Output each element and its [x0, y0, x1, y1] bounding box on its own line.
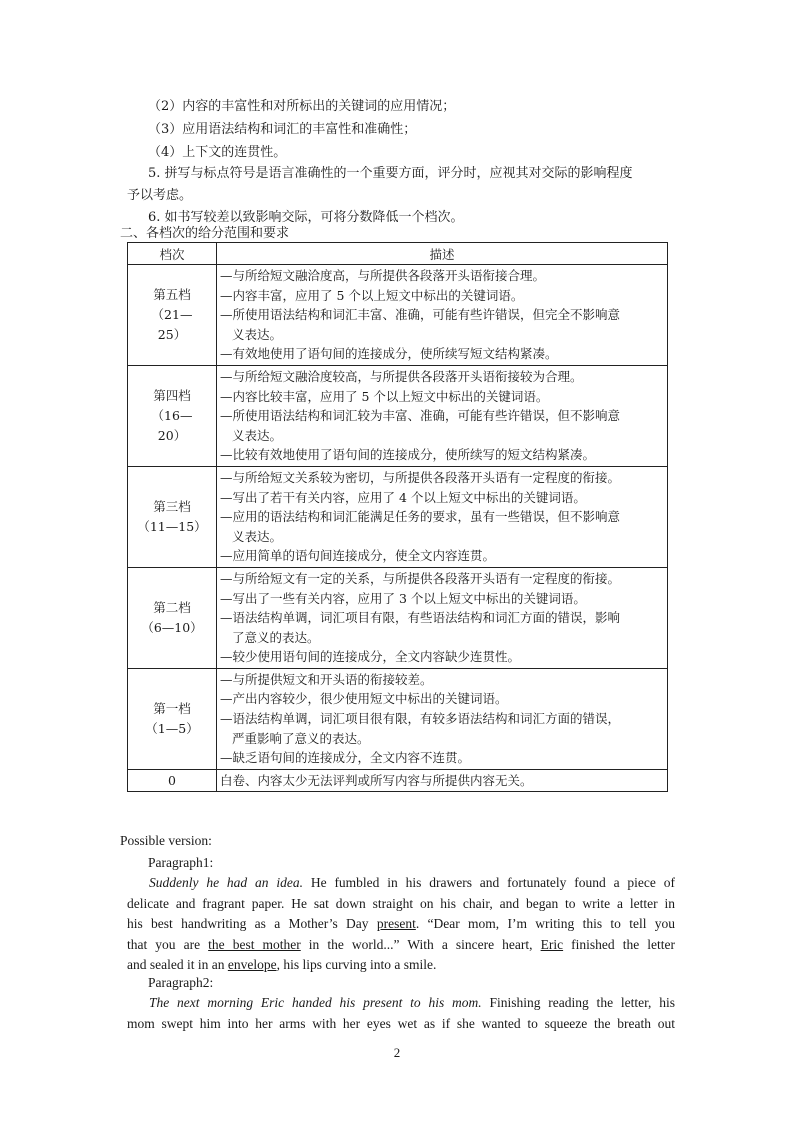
- table-row: [128, 466, 668, 567]
- level-cell: 第四档 （16— 20）: [128, 365, 217, 466]
- description-cell: —与所给短文关系较为密切，与所提供各段落开头语有一定程度的衔接。 —写出了若干有关内容，应用了 4 个以上短文中标出的关键词语。 —应用的语法结构和词汇能满足任务的要求，虽有一些错误，但不影响意 义表达。 —应用简单的语句间连接成分，使全文内容连贯。: [217, 466, 668, 567]
- criteria-item-2: （2）内容的丰富性和对所标出的关键词的应用情况；: [148, 99, 456, 114]
- paragraph-1: [127, 873, 675, 976]
- description-cell: —与所给短文融洽度较高，与所提供各段落开头语衔接较为合理。 —内容比较丰富，应用了 5 个以上短文中标出的关键词语。 —所使用语法结构和词汇较为丰富、准确，可能有些许错误，但不影响意 义表达。 —比较有效地使用了语句间的连接成分，使所续写的短文结构紧凑。: [217, 365, 668, 466]
- description-cell: 白卷、内容太少无法评判或所写内容与所提供内容无关。: [217, 769, 668, 792]
- table-row: [128, 365, 668, 466]
- possible-version-heading: Possible version:: [120, 833, 212, 848]
- level-cell: 第三档 （11—15）: [128, 466, 217, 567]
- table-header-row: [128, 243, 668, 265]
- paragraph-2-label: Paragraph2:: [148, 975, 214, 990]
- criteria-item-3: （3）应用语法结构和词汇的丰富性和准确性；: [148, 122, 417, 137]
- paragraph-line: his best handwriting as a Mother’s Day present. “Dear mom, I’m writing this to tell you: [127, 916, 675, 931]
- note-6: 6. 如书写较差以致影响交际，可将分数降低一个档次。: [148, 210, 464, 225]
- header-level: 档次: [128, 243, 217, 265]
- description-cell: —与所给短文融洽度高，与所提供各段落开头语衔接合理。 —内容丰富，应用了 5 个以上短文中标出的关键词语。 —所使用语法结构和词汇丰富、准确，可能有些许错误，但完全不影响意 义表达。 —有效地使用了语句间的连接成分，使所续写短文结构紧凑。: [217, 265, 668, 366]
- level-cell: 第二档 （6—10）: [128, 567, 217, 668]
- paragraph-line: mom swept him into her arms with her eyes wet as if she wanted to squeeze the breath out: [127, 1015, 675, 1031]
- note-5-line-1: 5. 拼写与标点符号是语言准确性的一个重要方面，评分时，应视其对交际的影响程度: [148, 166, 633, 181]
- level-cell: 第五档 （21— 25）: [128, 265, 217, 366]
- page-number: 2: [393, 1045, 401, 1060]
- paragraph-line: The next morning Eric handed his present to his mom. Finishing reading the letter, his: [149, 995, 675, 1010]
- paragraph-1-label: Paragraph1:: [148, 855, 214, 870]
- level-cell: 第一档 （1—5）: [128, 668, 217, 769]
- description-cell: —与所给短文有一定的关系，与所提供各段落开头语有一定程度的衔接。 —写出了一些有关内容，应用了 3 个以上短文中标出的关键词语。 —语法结构单调，词汇项目有限，有些语法结构和词汇方面的错误，影响 了意义的表达。 —较少使用语句间的连接成分，全文内容缺少连贯性。: [217, 567, 668, 668]
- paragraph-2: [127, 993, 675, 1034]
- section-title: 二、各档次的给分范围和要求: [120, 226, 290, 241]
- description-cell: —与所提供短文和开头语的衔接较差。 —产出内容较少，很少使用短文中标出的关键词语。 —语法结构单调，词汇项目很有限，有较多语法结构和词汇方面的错误， 严重影响了意义的表达。 —缺乏语句间的连接成分，全文内容不连贯。: [217, 668, 668, 769]
- paragraph-line: delicate and fragrant paper. He sat down straight on his chair, and began to write a letter in: [127, 895, 675, 911]
- grading-table: [127, 242, 668, 792]
- table-row: [128, 769, 668, 792]
- level-cell: 0: [128, 769, 217, 792]
- table-row: [128, 668, 668, 769]
- note-5-line-2: 予以考虑。: [127, 188, 193, 203]
- table-row: [128, 265, 668, 366]
- paragraph-line: Suddenly he had an idea. He fumbled in his drawers and fortunately found a piece of: [149, 875, 675, 890]
- paragraph-line: and sealed it in an envelope, his lips curving into a smile.: [127, 957, 437, 972]
- paragraph-line: that you are the best mother in the world...” With a sincere heart, Eric finished the letter: [127, 936, 675, 952]
- header-description: 描述: [217, 243, 668, 265]
- table-row: [128, 567, 668, 668]
- criteria-item-4: （4）上下文的连贯性。: [148, 145, 287, 160]
